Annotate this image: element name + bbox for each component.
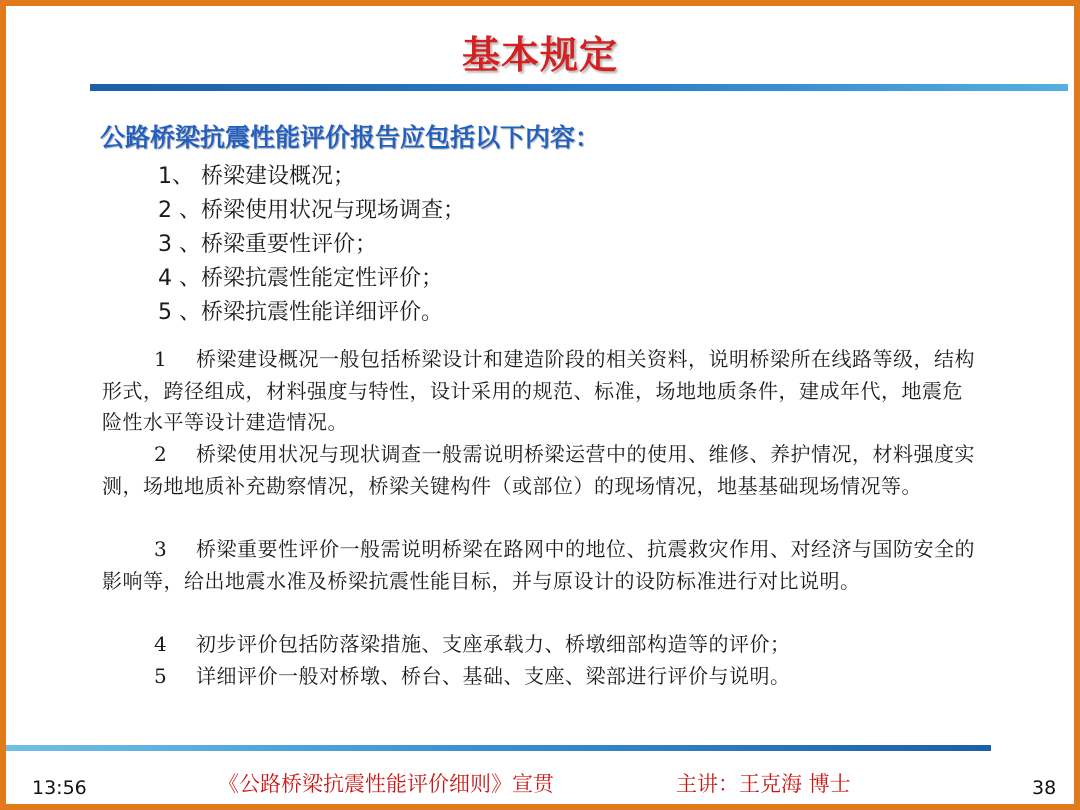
list-item: 1、 桥梁建设概况； xyxy=(158,164,355,189)
paragraph-text: 桥梁重要性评价一般需说明桥梁在路网中的地位、抗震救灾作用、对经济与国防安全的影响等，给出地震水准及桥梁抗震性能目标，并与原设计的设防标准进行对比说明。 xyxy=(102,537,975,593)
title-divider xyxy=(90,84,1068,91)
footer-title: 《公路桥梁抗震性能评价细则》宣贯 xyxy=(218,772,554,796)
paragraph-2 xyxy=(102,439,982,502)
paragraph-3 xyxy=(102,534,982,597)
paragraph-4 xyxy=(102,629,982,661)
paragraph-text: 详细评价一般对桥墩、桥台、基础、支座、梁部进行评价与说明。 xyxy=(196,664,791,688)
page-number: 38 xyxy=(1032,777,1057,799)
slide xyxy=(6,6,1074,804)
paragraph-number: 1 xyxy=(154,347,168,371)
paragraph-number: 4 xyxy=(154,632,168,656)
footer-speaker: 主讲：王克海 博士 xyxy=(676,772,851,796)
slide-title: 基本规定 xyxy=(461,33,618,77)
content-list xyxy=(158,160,465,330)
paragraph-1 xyxy=(102,344,982,439)
footer-time: 13:56 xyxy=(32,777,87,799)
list-item: 5 、桥梁抗震性能详细评价。 xyxy=(158,300,443,325)
list-item: 2 、桥梁使用状况与现场调查； xyxy=(158,198,465,223)
paragraph-number: 2 xyxy=(154,442,168,466)
footer-divider xyxy=(6,745,991,751)
paragraph-text: 桥梁建设概况一般包括桥梁设计和建造阶段的相关资料，说明桥梁所在线路等级，结构形式，跨径组成，材料强度与特性，设计采用的规范、标准，场地地质条件，建成年代，地震危险性水平等设计建造情况。 xyxy=(102,347,975,434)
paragraph-5 xyxy=(102,661,982,693)
paragraph-text: 桥梁使用状况与现状调查一般需说明桥梁运营中的使用、维修、养护情况，材料强度实测，场地地质补充勘察情况，桥梁关键构件（或部位）的现场情况，地基基础现场情况等。 xyxy=(102,442,975,498)
paragraph-number: 3 xyxy=(154,537,168,561)
paragraph-number: 5 xyxy=(154,664,168,688)
list-item: 3 、桥梁重要性评价； xyxy=(158,232,377,257)
slide-subtitle: 公路桥梁抗震性能评价报告应包括以下内容： xyxy=(100,123,601,152)
list-item: 4 、桥梁抗震性能定性评价； xyxy=(158,266,443,291)
paragraph-text: 初步评价包括防落梁措施、支座承载力、桥墩细部构造等的评价； xyxy=(196,632,791,656)
